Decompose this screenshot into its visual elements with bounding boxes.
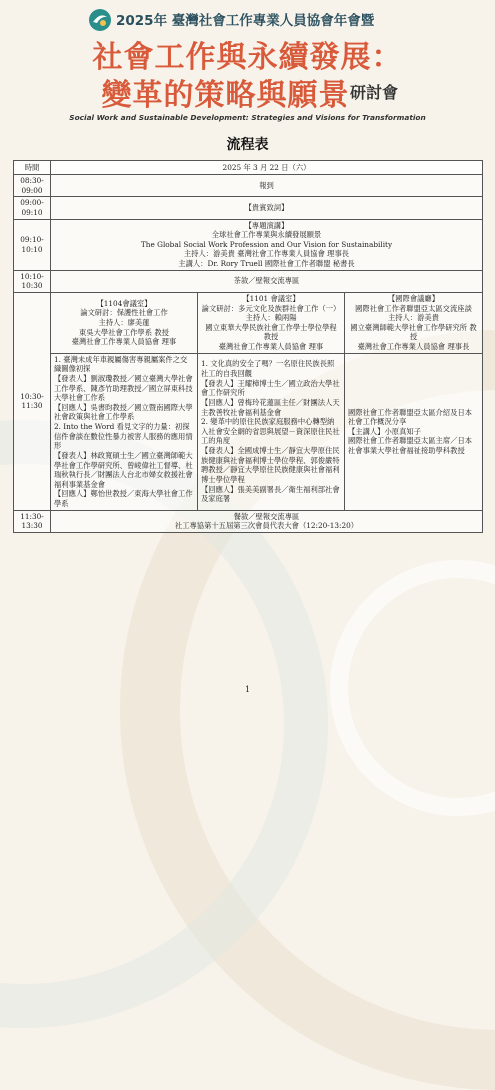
time-cell: 09:10- 10:10	[14, 219, 51, 270]
session-international-hall: 【國際會議廳】 國際社會工作者聯盟亞太區交流座談 主持人：游美貴 國立臺灣師範大學社會工作學研究所 教授 臺灣社會工作專業人員協會 理事長	[345, 292, 483, 353]
time-cell: 08:30- 09:00	[14, 175, 51, 197]
time-cell: 10:30- 11:30	[14, 292, 51, 510]
keynote-line: 主講人：Dr. Rory Truell 國際社會工作者聯盟 秘書長	[178, 259, 355, 268]
keynote-line: 全球社會工作專業與永續發展願景	[211, 230, 322, 240]
page-title: 流程表	[226, 137, 269, 153]
event-cell: 報到	[51, 175, 483, 197]
date-header: 2025 年 3 月 22 日（六）	[51, 161, 483, 175]
keynote-line: 【專題演講】	[244, 220, 289, 230]
time-cell: 09:00- 09:10	[14, 197, 51, 219]
table-row	[14, 197, 483, 219]
keynote-line: The Global Social Work Profession and Our Vision for Sustainability	[140, 239, 393, 249]
title-line-2: 變革的策略與願景	[101, 78, 350, 113]
event-cell: 茶敘／壁報交流專區	[51, 270, 483, 292]
table-row	[14, 510, 483, 532]
table-row	[14, 219, 483, 270]
conference-name: 臺灣社會工作專業人員協會年會暨	[171, 13, 375, 29]
english-subtitle: Social Work and Sustainable Development: Strategies and Visions for Transformation	[69, 113, 426, 122]
keynote-line: 主持人：游美貴 臺灣社會工作專業人員協會 理事長	[183, 249, 350, 259]
session-room-1104: 【1104會議室】 論文研討：保護性社會工作 主持人：廖美蓮 東吳大學社會工作學系 教授 臺灣社會工作專業人員協會 理事	[51, 292, 198, 353]
session-papers-international: 國際社會工作者聯盟亞太區介紹及日本社會工作概況分享 【主講人】小原真知子 國際社會工作者聯盟亞太區主席／日本社會事業大學社會福祉接助學科教授	[345, 353, 483, 510]
time-cell: 11:30- 13:30	[14, 510, 51, 532]
header	[0, 0, 495, 126]
conference-year: 2025年	[116, 13, 168, 29]
table-row	[14, 175, 483, 197]
event-cell: 【貴賓致詞】	[51, 197, 483, 219]
page-number: 1	[244, 685, 251, 694]
conference-line	[116, 9, 374, 29]
table-row	[14, 353, 483, 510]
session-papers-1101: 1. 文化真的安全了嗎？一名原住民族長照社工的自我回觀 【發表人】王耀樟博士生／國立政治大學社會工作研究所 【回應人】曾梅玲花蓮區主任／財團法人天主教善牧社會福利基金會 2. 變革中的原住民族家庭服務中心轉型納入社會安全網的省思與展望－資深原住民社工的角度 【發表人】全國成博士生／靜宜大學原住民族健康與社會福利博士學位學程、郭俊嚴特聘教授／靜宜大學原住民族健康與社會福利博士學位學程 【回應人】張美美副署長／衛生福利部社會及家庭署	[198, 353, 345, 510]
lunch-cell: 餐敘／壁報交流專區 社工專協第十五屆第三次會員代表大會（12:20-13:20）	[51, 510, 483, 532]
table-header-row	[14, 161, 483, 175]
time-column-header: 時間	[14, 161, 51, 175]
association-logo-icon	[88, 8, 112, 32]
title-line-1: 社會工作與永續發展：	[92, 40, 403, 75]
keynote-cell	[51, 219, 483, 270]
table-row	[14, 270, 483, 292]
title-suffix: 研討會	[350, 83, 399, 102]
table-row	[14, 292, 483, 353]
schedule-table	[13, 160, 483, 533]
time-cell: 10:10- 10:30	[14, 270, 51, 292]
session-room-1101: 【1101 會議室】 論文研討：多元文化及族群社會工作（一） 主持人：賴兩陽 國立東華大學民族社會工作學士學位學程 教授 臺灣社會工作專業人員協會 理事	[198, 292, 345, 353]
session-papers-1104: 1. 臺灣未成年車親屬傷害專親屬案件之交織圖像初探 【發表人】劉淑瓊教授／國立臺灣大學社會工作學系、陳彥竹助理教授／國立屏東科技大學社會工作系 【回應人】吳書昀教授／國立暨南國際大學社會政策與社會工作學系 2. Into the Word 看見文字的力量：初探信件會談在數位性暴力被害人服務的應用情形 【發表人】林政寬碩士生／國立臺灣師範大學社會工作學研究所、曾崚偉社工督導、杜瑞秋執行長／財團法人台北市婦女救援社會福利事業基金會 【回應人】鄭怡世教授／東海大學社會工作學系	[51, 353, 198, 510]
